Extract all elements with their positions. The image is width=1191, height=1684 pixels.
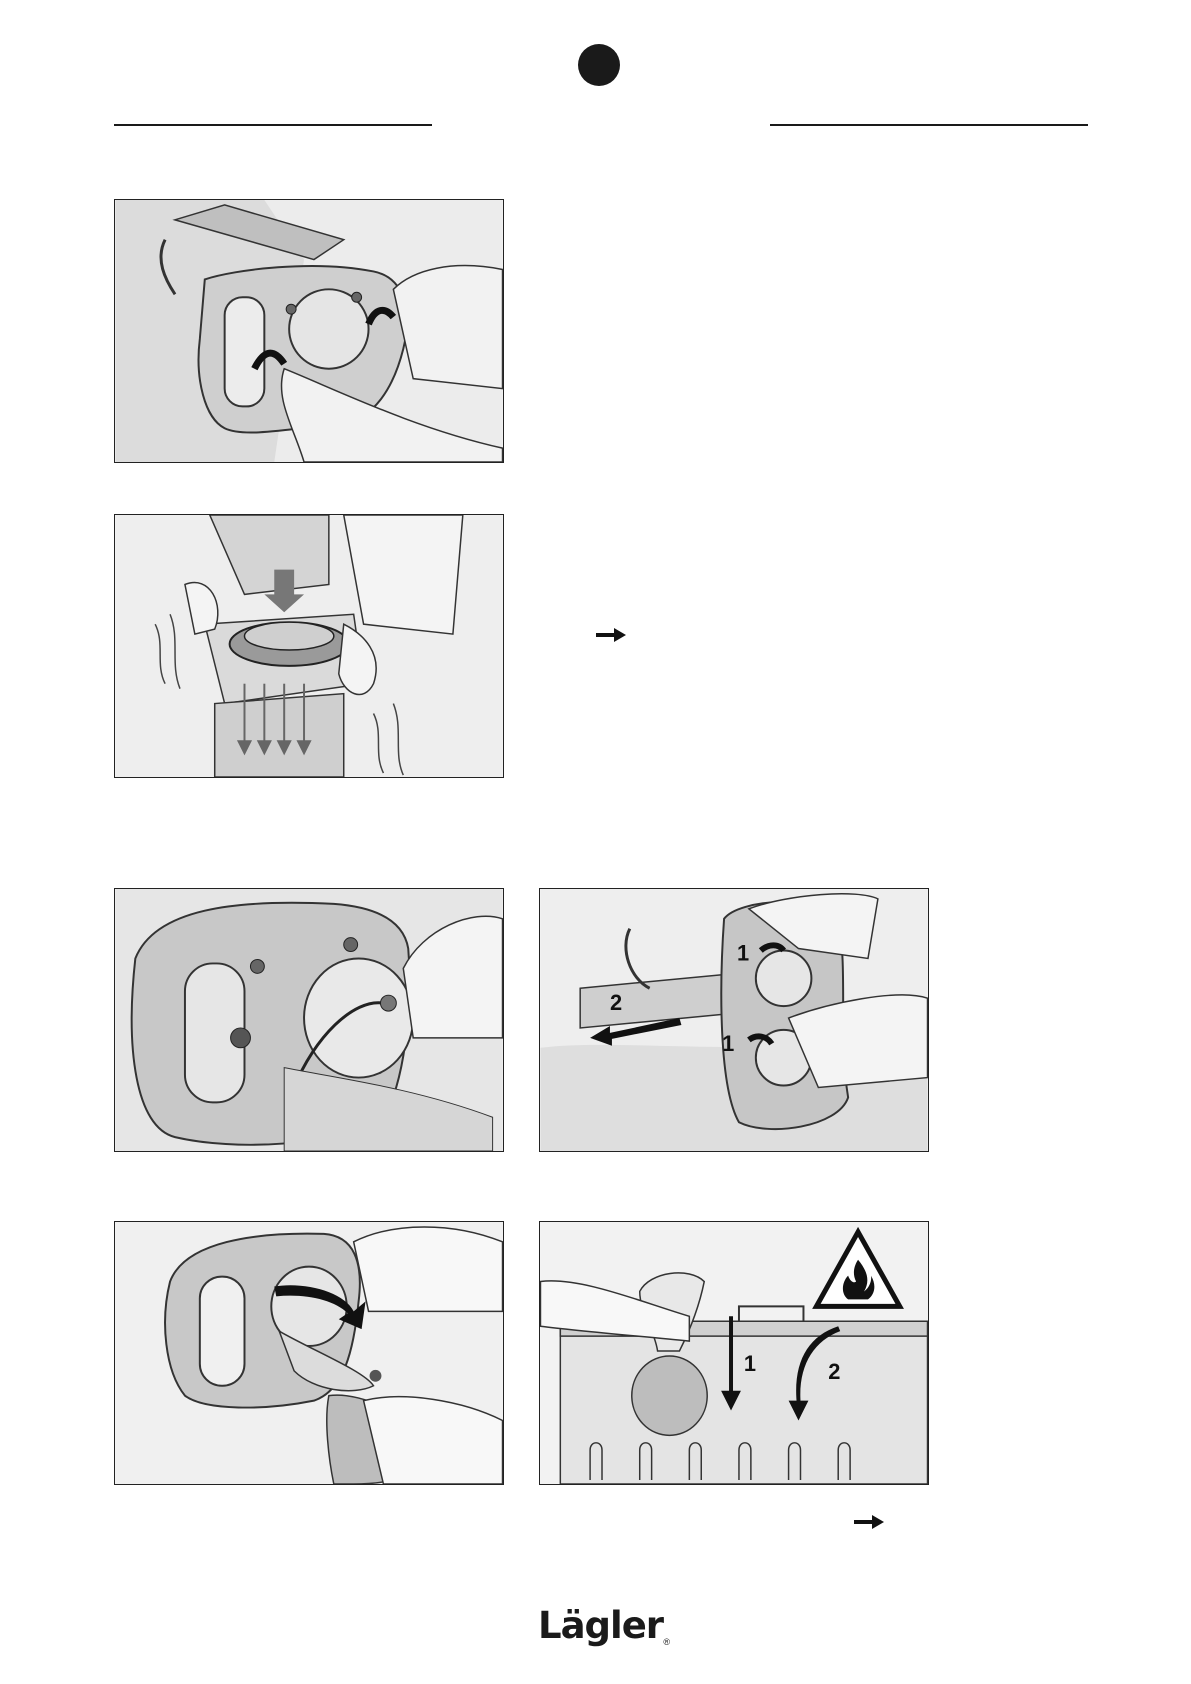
figure-bag-clamp-release — [114, 199, 504, 463]
arrow-right-icon — [854, 1515, 884, 1529]
tie-bag-closed-illustration — [115, 1222, 503, 1484]
fig4-label-1-top: 1 — [736, 940, 750, 966]
figure-shake-dust — [114, 514, 504, 778]
fig4-label-1-bottom: 1 — [722, 1030, 735, 1056]
cable-tie-pull-illustration — [115, 889, 503, 1151]
figure-dispose-bag — [539, 1221, 929, 1485]
header-rule-right — [770, 124, 1088, 126]
remove-bag-holder-illustration — [540, 889, 928, 1151]
fig6-label-2: 2 — [828, 1358, 841, 1384]
dispose-bag-illustration — [540, 1222, 928, 1484]
brand-logo — [538, 1603, 670, 1649]
logo-registered-mark: ® — [663, 1637, 670, 1647]
fig4-label-2: 2 — [609, 990, 623, 1016]
figure-cable-tie — [114, 888, 504, 1152]
bag-clamp-release-illustration — [115, 200, 503, 462]
arrow-right-icon — [596, 628, 626, 642]
fig6-label-1: 1 — [743, 1350, 757, 1376]
page-marker-dot — [578, 44, 620, 86]
logo-text: Lägler — [538, 1604, 664, 1647]
header-rule-left — [114, 124, 432, 126]
shake-dust-into-bag-illustration — [115, 515, 503, 777]
figure-tie-bag — [114, 1221, 504, 1485]
figure-remove-bag-holder — [539, 888, 929, 1152]
